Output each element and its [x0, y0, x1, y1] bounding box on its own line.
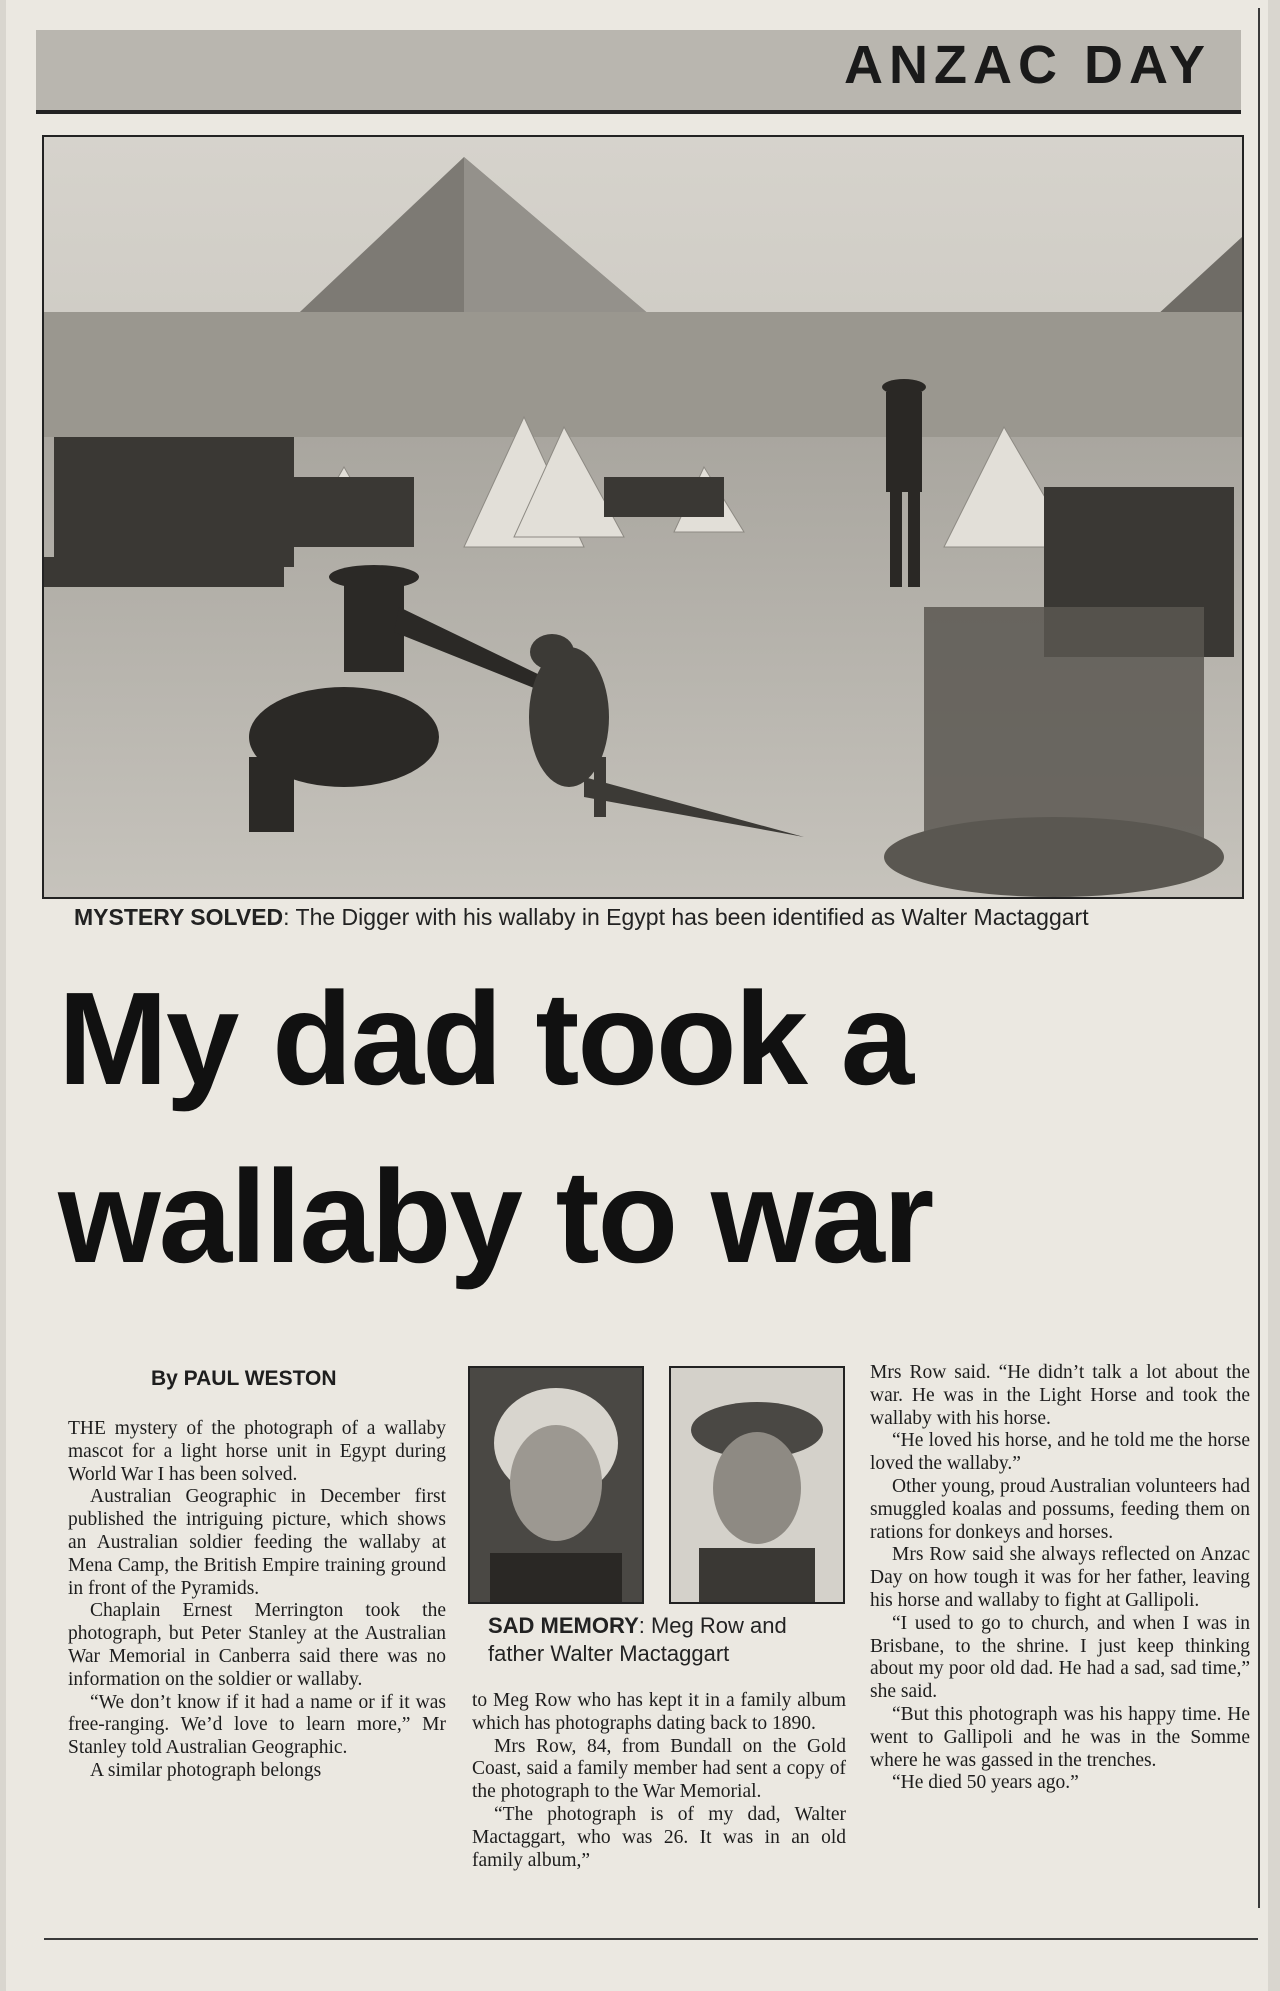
paragraph: “But this photograph was his happy time. He went to Gallipoli and he was in the Somme where he was gassed in the trenches.	[870, 1703, 1250, 1771]
paragraph: “We don’t know if it had a name or if it was free-ranging. We’d love to learn more,” Mr Stanley told Australian Geographic.	[68, 1691, 446, 1759]
section-header	[36, 30, 1241, 114]
headline-line-2: wallaby to war	[58, 1143, 933, 1290]
section-tag: ANZAC DAY	[843, 35, 1211, 95]
paragraph: Australian Geographic in December first published the intriguing picture, which shows an Australian soldier feeding the wallaby at Mena Camp, the British Empire training ground in front of the Pyramids.	[68, 1486, 446, 1599]
portrait-caption	[488, 1612, 848, 1668]
paragraph: Chaplain Ernest Merrington took the photograph, but Peter Stanley at the Australian War Memorial in Canberra said there was no information on the soldier or wallaby.	[68, 1600, 446, 1690]
paragraph: “I used to go to church, and when I was in Brisbane, to the shrine. I just keep thinking about my poor old dad. He had a sad, sad time,” she said.	[870, 1612, 1250, 1703]
main-photograph	[42, 135, 1244, 899]
photo-caption-text: : The Digger with his wallaby in Egypt has been identified as Walter Mactaggart	[283, 904, 1089, 930]
portrait-caption-text: : Meg Row and father Walter Mactaggart	[488, 1613, 787, 1666]
bottom-rule	[44, 1938, 1258, 1940]
portrait-meg-row	[468, 1366, 644, 1604]
paragraph: A similar photograph belongs	[90, 1759, 322, 1781]
paragraph: “He died 50 years ago.”	[892, 1772, 1079, 1794]
paragraph: THE mystery of the photograph of a wallaby mascot for a light horse unit in Egypt during World War I has been solved.	[68, 1418, 446, 1485]
headline-line-1: My dad took a	[58, 965, 913, 1112]
portrait-walter-mactaggart	[669, 1366, 845, 1604]
article-column-3	[870, 1362, 1250, 1795]
paragraph: Mrs Row, 84, from Bundall on the Gold Coast, said a family member had sent a copy of the photograph to the War Memorial.	[472, 1735, 846, 1803]
paragraph: Mrs Row said she always reflected on Anzac Day on how tough it was for her father, leaving his horse and wallaby to fight at Gallipoli.	[870, 1544, 1250, 1611]
byline: By PAUL WESTON	[151, 1367, 337, 1390]
article-column-1	[68, 1418, 446, 1783]
photo-caption-label: MYSTERY SOLVED	[74, 904, 284, 930]
paragraph: Mrs Row said. “He didn’t talk a lot about the war. He was in the Light Horse and took the wallaby with his horse.	[870, 1362, 1250, 1429]
column-rule	[1258, 8, 1260, 1908]
wallaby-camp-photo	[44, 137, 1242, 897]
paragraph: “The photograph is of my dad, Walter Mactaggart, who was 26. It was in an old family album,”	[472, 1803, 846, 1871]
paragraph: “He loved his horse, and he told me the horse loved the wallaby.”	[870, 1430, 1250, 1475]
photo-caption	[74, 904, 1254, 931]
headline	[58, 950, 1238, 1306]
paragraph: Other young, proud Australian volunteers had smuggled koalas and possums, feeding them on rations for donkeys and horses.	[870, 1475, 1250, 1543]
article-column-2	[472, 1690, 846, 1872]
portrait-caption-label: SAD MEMORY	[488, 1613, 639, 1638]
newspaper-page	[6, 0, 1268, 1991]
paragraph: to Meg Row who has kept it in a family album which has photographs dating back to 1890.	[472, 1690, 846, 1734]
